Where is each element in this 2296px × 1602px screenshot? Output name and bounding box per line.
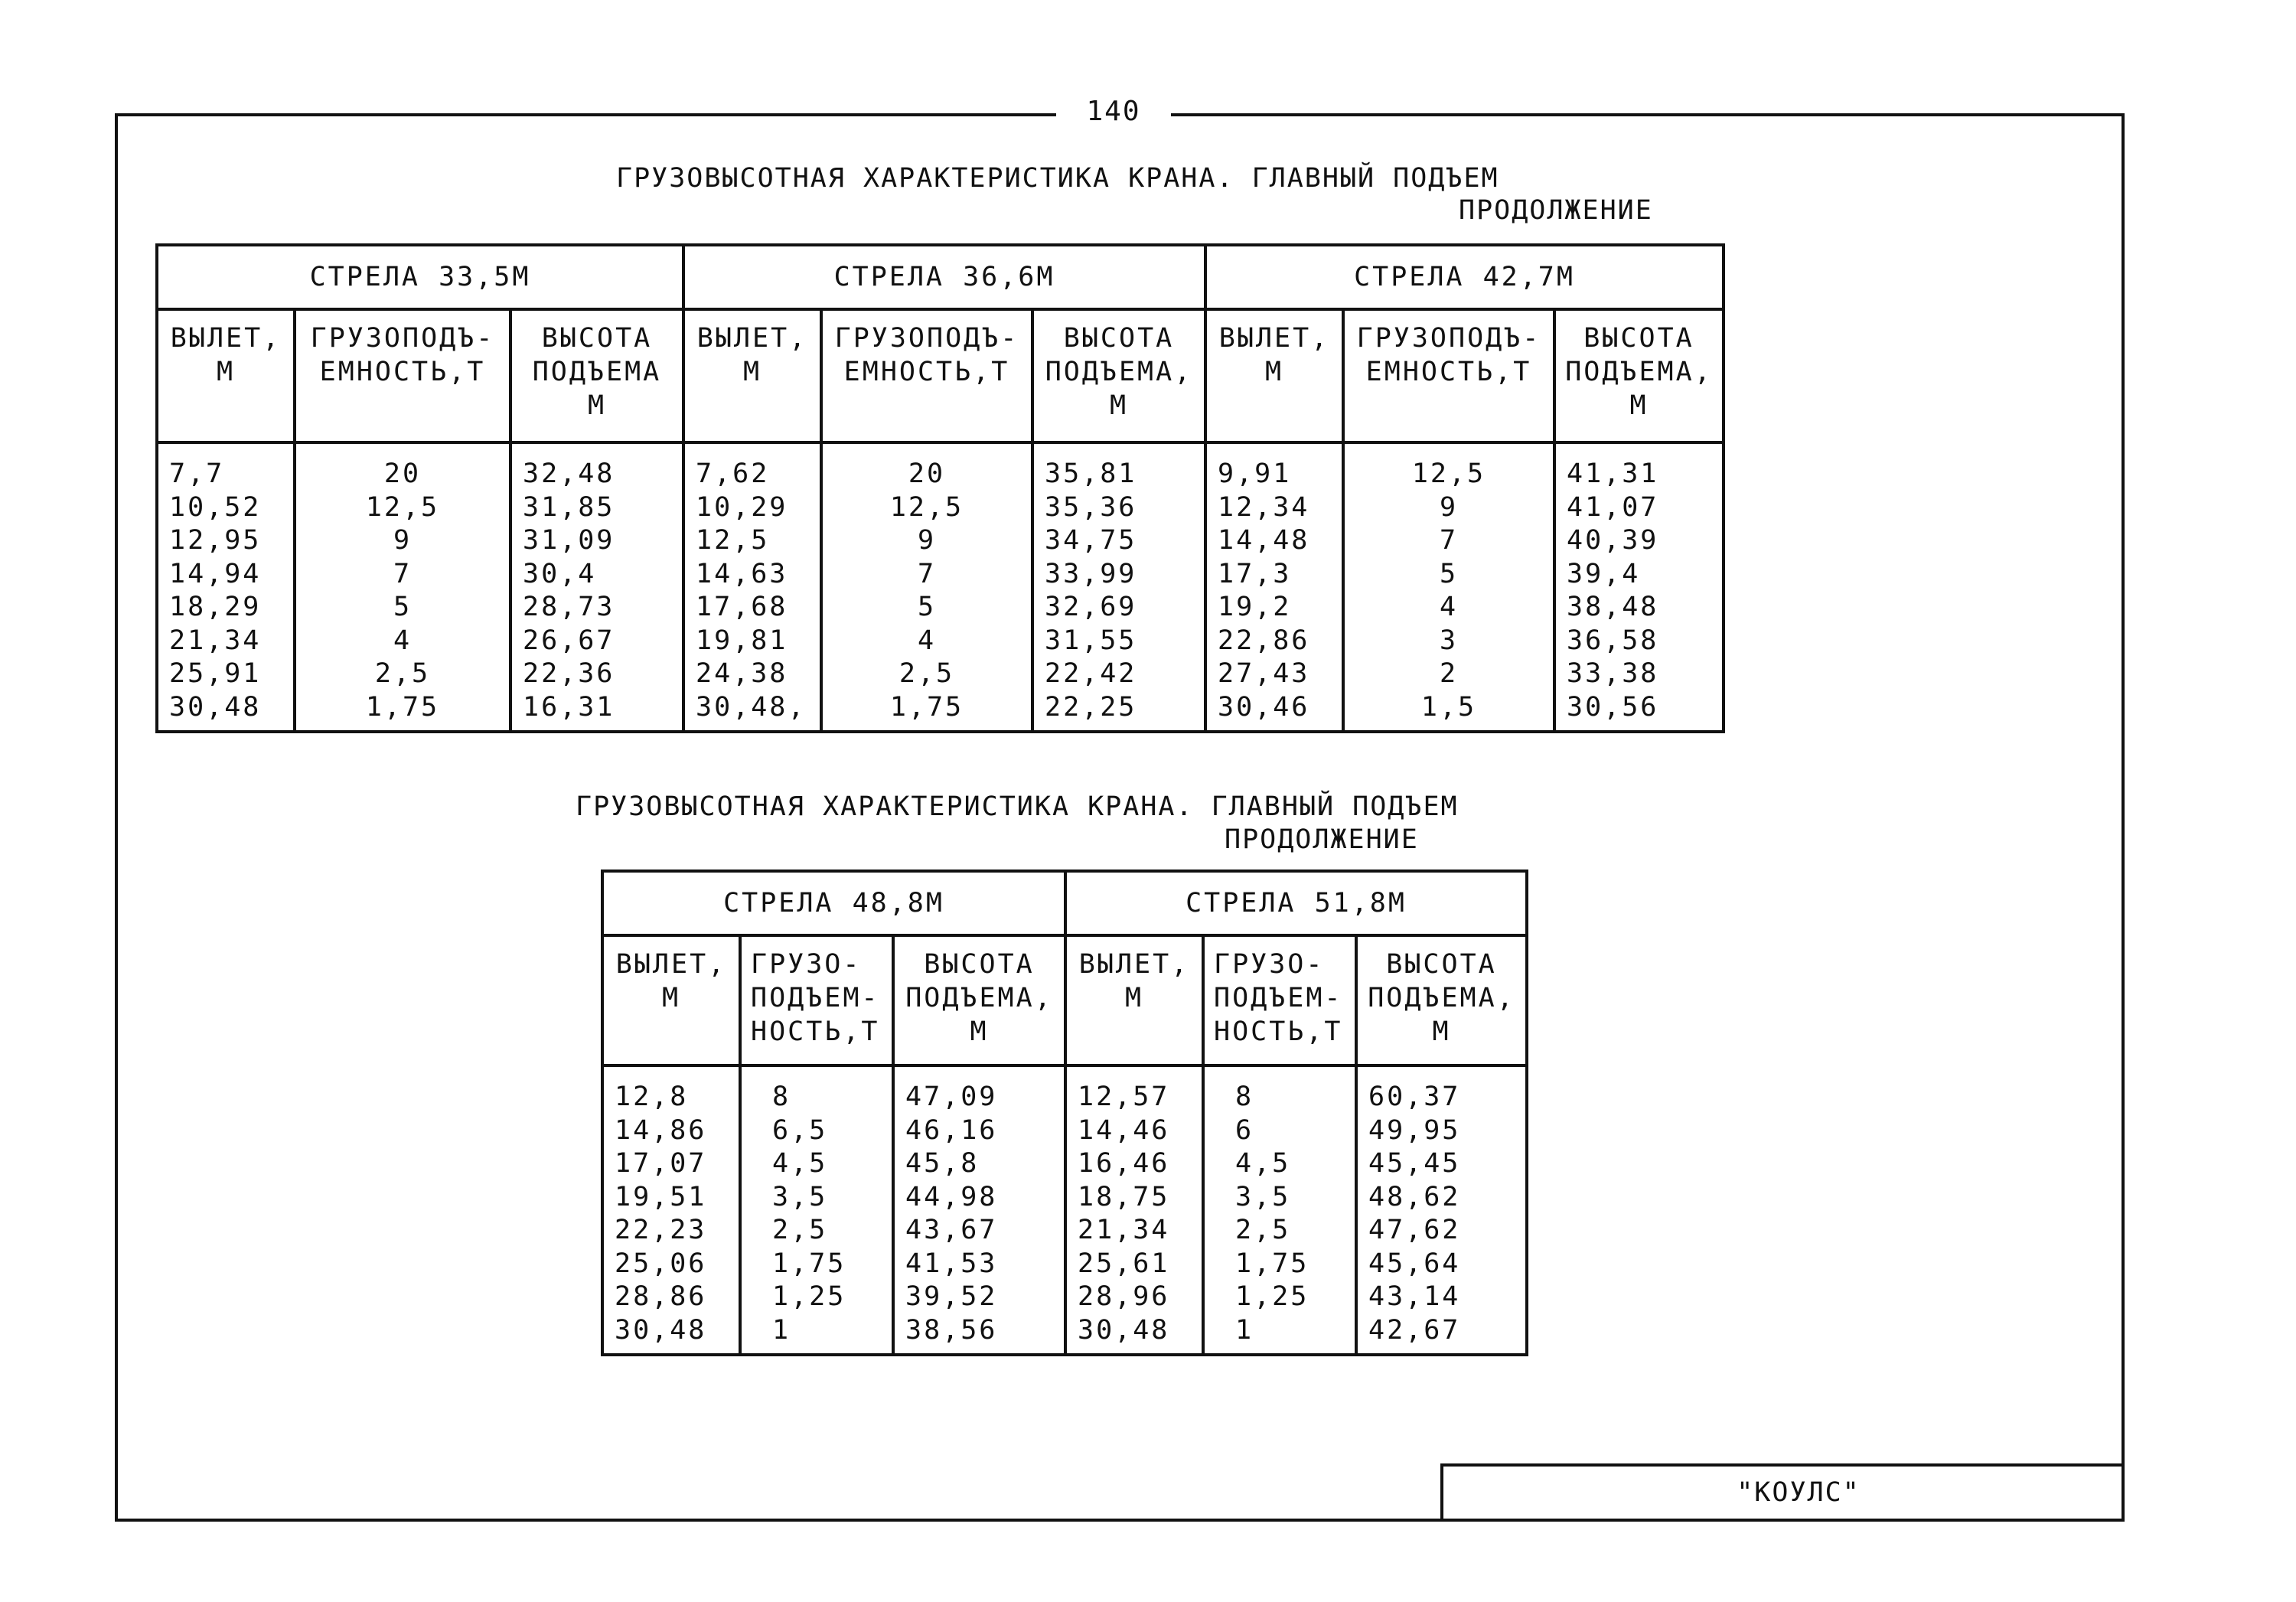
page-number: 140 (1056, 93, 1171, 130)
height-values (893, 1065, 1065, 1355)
table-cell-value: 33,38 (1567, 658, 1659, 689)
table-cell-value: 28,86 (615, 1281, 707, 1312)
table-cell-value: 18,29 (169, 592, 262, 622)
boom-header: СТРЕЛА 33,5М (157, 245, 683, 309)
table-cell-value: 2,5 (374, 658, 431, 689)
table-cell-value: 1,75 (772, 1248, 846, 1279)
column-header-capacity: ГРУЗО- ПОДЪЕМ- НОСТЬ,Т (740, 935, 893, 1065)
table-cell-value: 31,85 (523, 491, 615, 523)
table-cell-value: 33,99 (1045, 558, 1137, 589)
table-cell-value: 32,69 (1045, 592, 1137, 622)
boom-header: СТРЕЛА 51,8М (1065, 871, 1527, 935)
table-cell-value: 2,5 (899, 658, 955, 689)
table-cell-value: 9,91 (1218, 458, 1292, 489)
table-cell-value: 6,5 (772, 1114, 828, 1146)
capacity-values (1203, 1065, 1356, 1355)
table-cell-value: 1,75 (889, 691, 964, 723)
column-header-height: ВЫСОТА ПОДЪЕМА, М (1554, 309, 1724, 442)
table-cell-value: 9 (393, 525, 413, 556)
table-cell-value: 31,55 (1045, 625, 1137, 656)
table-cell-value: 25,91 (169, 658, 262, 689)
column-header-capacity: ГРУЗОПОДЪ- ЕМНОСТЬ,Т (295, 309, 510, 442)
table2-title: ГРУЗОВЫСОТНАЯ ХАРАКТЕРИСТИКА КРАНА. ГЛАВНЫЙ ПОДЪЕМ (576, 791, 1459, 822)
table-cell-value: 4,5 (772, 1148, 828, 1179)
reach-values (1065, 1065, 1203, 1355)
height-values (1356, 1065, 1527, 1355)
table-cell-value: 39,4 (1567, 558, 1641, 589)
table-cell-value: 8 (772, 1082, 791, 1112)
table-cell-value: 1,25 (772, 1281, 846, 1312)
table-cell-value: 14,94 (169, 558, 262, 589)
column-header-capacity: ГРУЗОПОДЪ- ЕМНОСТЬ,Т (821, 309, 1032, 442)
column-header-height: ВЫСОТА ПОДЪЕМА М (510, 309, 683, 442)
table-cell-value: 1,75 (1235, 1248, 1309, 1279)
table-cell-value: 38,56 (905, 1314, 998, 1346)
table-cell-value: 16,31 (523, 691, 615, 723)
table-cell-value: 12,34 (1218, 491, 1310, 523)
table-cell-value: 30,48 (169, 691, 262, 723)
column-header-reach: ВЫЛЕТ, М (1205, 309, 1343, 442)
table-cell-value: 47,09 (905, 1082, 998, 1112)
table-cell-value: 43,67 (905, 1215, 998, 1245)
capacity-values (1343, 442, 1554, 732)
table-cell-value: 10,29 (696, 491, 788, 523)
table-cell-value: 3,5 (772, 1181, 828, 1212)
table-cell-value: 1 (1235, 1314, 1254, 1346)
table-cell-value: 18,75 (1078, 1181, 1170, 1212)
table-cell-value: 25,06 (615, 1248, 707, 1279)
table-cell-value: 12,57 (1078, 1082, 1170, 1112)
table-cell-value: 16,46 (1078, 1148, 1170, 1179)
table-cell-value: 39,52 (905, 1281, 998, 1312)
column-header-reach: ВЫЛЕТ, М (683, 309, 821, 442)
table-cell-value: 45,64 (1368, 1248, 1461, 1279)
organization-stamp: "КОУЛС" (1737, 1477, 1861, 1508)
table-cell-value: 17,07 (615, 1148, 707, 1179)
table-cell-value: 5 (1439, 558, 1459, 589)
table-cell-value: 14,46 (1078, 1114, 1170, 1146)
table-cell-value: 30,46 (1218, 691, 1310, 723)
table-cell-value: 1,25 (1235, 1281, 1309, 1312)
table-cell-value: 1 (772, 1314, 791, 1346)
table-cell-value: 27,43 (1218, 658, 1310, 689)
table-cell-value: 31,09 (523, 525, 615, 556)
table-cell-value: 19,51 (615, 1181, 707, 1212)
column-header-height: ВЫСОТА ПОДЪЕМА, М (1356, 935, 1527, 1065)
table-cell-value: 12,5 (696, 525, 770, 556)
table-cell-value: 34,75 (1045, 525, 1137, 556)
column-header-capacity: ГРУЗО- ПОДЪЕМ- НОСТЬ,Т (1203, 935, 1356, 1065)
table-cell-value: 3 (1439, 625, 1459, 656)
table-cell-value: 20 (908, 458, 946, 489)
table-cell-value: 28,96 (1078, 1281, 1170, 1312)
table-cell-value: 46,16 (905, 1114, 998, 1146)
column-header-reach: ВЫЛЕТ, М (1065, 935, 1203, 1065)
table-cell-value: 45,45 (1368, 1148, 1461, 1179)
table-cell-value: 9 (917, 525, 937, 556)
height-values (1032, 442, 1205, 732)
column-header-height: ВЫСОТА ПОДЪЕМА, М (893, 935, 1065, 1065)
table-cell-value: 12,95 (169, 525, 262, 556)
capacity-values (740, 1065, 893, 1355)
table-cell-value: 35,36 (1045, 491, 1137, 523)
table-cell-value: 7 (917, 558, 937, 589)
table-cell-value: 17,3 (1218, 558, 1292, 589)
table-cell-value: 7,7 (169, 458, 225, 489)
load-height-table-2 (601, 870, 1528, 1356)
height-values (1554, 442, 1724, 732)
table-cell-value: 12,8 (615, 1082, 689, 1112)
height-values (510, 442, 683, 732)
table-cell-value: 10,52 (169, 491, 262, 523)
table-cell-value: 4,5 (1235, 1148, 1291, 1179)
capacity-values (821, 442, 1032, 732)
reach-values (683, 442, 821, 732)
table-cell-value: 40,39 (1567, 525, 1659, 556)
table-cell-value: 35,81 (1045, 458, 1137, 489)
table-cell-value: 4 (1439, 592, 1459, 622)
table-cell-value: 22,25 (1045, 691, 1137, 723)
column-header-capacity: ГРУЗОПОДЪ- ЕМНОСТЬ,Т (1343, 309, 1554, 442)
table-cell-value: 41,53 (905, 1248, 998, 1279)
table-cell-value: 22,23 (615, 1215, 707, 1245)
table-cell-value: 41,31 (1567, 458, 1659, 489)
table-cell-value: 2 (1439, 658, 1459, 689)
table-cell-value: 30,4 (523, 558, 597, 589)
table-cell-value: 12,5 (365, 491, 440, 523)
table-cell-value: 1,5 (1420, 691, 1477, 723)
table-cell-value: 43,14 (1368, 1281, 1461, 1312)
table-cell-value: 14,63 (696, 558, 788, 589)
table-cell-value: 48,62 (1368, 1181, 1461, 1212)
table-cell-value: 25,61 (1078, 1248, 1170, 1279)
table-cell-value: 45,8 (905, 1148, 980, 1179)
table1-title: ГРУЗОВЫСОТНАЯ ХАРАКТЕРИСТИКА КРАНА. ГЛАВНЫЙ ПОДЪЕМ (616, 163, 1499, 194)
load-height-table-1 (155, 243, 1725, 733)
boom-header: СТРЕЛА 48,8М (602, 871, 1065, 935)
table-cell-value: 14,86 (615, 1114, 707, 1146)
column-header-reach: ВЫЛЕТ, М (157, 309, 295, 442)
table-cell-value: 12,5 (1411, 458, 1486, 489)
table-cell-value: 6 (1235, 1114, 1254, 1146)
table-cell-value: 3,5 (1235, 1181, 1291, 1212)
table-cell-value: 5 (393, 592, 413, 622)
table-cell-value: 1,75 (365, 691, 440, 723)
table-cell-value: 5 (917, 592, 937, 622)
table-cell-value: 21,34 (1078, 1215, 1170, 1245)
table-cell-value: 2,5 (1235, 1215, 1291, 1245)
column-header-reach: ВЫЛЕТ, М (602, 935, 740, 1065)
table-cell-value: 32,48 (523, 458, 615, 489)
table-cell-value: 44,98 (905, 1181, 998, 1212)
table-cell-value: 19,81 (696, 625, 788, 656)
boom-header: СТРЕЛА 36,6М (683, 245, 1205, 309)
boom-header: СТРЕЛА 42,7М (1205, 245, 1724, 309)
table-cell-value: 17,68 (696, 592, 788, 622)
table-cell-value: 26,67 (523, 625, 615, 656)
table-cell-value: 7,62 (696, 458, 770, 489)
table-cell-value: 21,34 (169, 625, 262, 656)
table-cell-value: 30,56 (1567, 691, 1659, 723)
table-cell-value: 30,48, (696, 691, 807, 723)
table-cell-value: 19,2 (1218, 592, 1292, 622)
table-cell-value: 4 (393, 625, 413, 656)
table-cell-value: 20 (383, 458, 422, 489)
table-cell-value: 7 (393, 558, 413, 589)
table-cell-value: 22,36 (523, 658, 615, 689)
table-cell-value: 42,67 (1368, 1314, 1461, 1346)
table-cell-value: 22,42 (1045, 658, 1137, 689)
table-cell-value: 38,48 (1567, 592, 1659, 622)
table-cell-value: 47,62 (1368, 1215, 1461, 1245)
table-cell-value: 30,48 (615, 1314, 707, 1346)
table-cell-value: 28,73 (523, 592, 615, 622)
table-cell-value: 7 (1439, 525, 1459, 556)
table-cell-value: 14,48 (1218, 525, 1310, 556)
table-cell-value: 4 (917, 625, 937, 656)
table-cell-value: 30,48 (1078, 1314, 1170, 1346)
table-cell-value: 49,95 (1368, 1114, 1461, 1146)
reach-values (1205, 442, 1343, 732)
column-header-height: ВЫСОТА ПОДЪЕМА, М (1032, 309, 1205, 442)
table-cell-value: 36,58 (1567, 625, 1659, 656)
table-cell-value: 22,86 (1218, 625, 1310, 656)
table-cell-value: 12,5 (889, 491, 964, 523)
table-cell-value: 8 (1235, 1082, 1254, 1112)
table1-subtitle: ПРОДОЛЖЕНИЕ (1459, 195, 1653, 226)
table-cell-value: 9 (1439, 491, 1459, 523)
table-cell-value: 60,37 (1368, 1082, 1461, 1112)
table-cell-value: 24,38 (696, 658, 788, 689)
table-cell-value: 2,5 (772, 1215, 828, 1245)
capacity-values (295, 442, 510, 732)
table2-subtitle: ПРОДОЛЖЕНИЕ (1225, 824, 1419, 855)
reach-values (602, 1065, 740, 1355)
reach-values (157, 442, 295, 732)
table-cell-value: 41,07 (1567, 491, 1659, 523)
